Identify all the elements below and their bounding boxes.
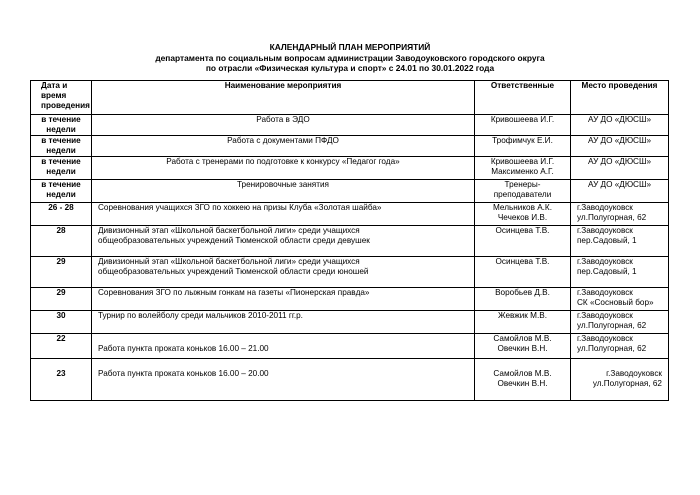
table-body: [31, 115, 669, 401]
responsible-cell-line: Чечеков И.В.: [497, 213, 548, 222]
responsible-cell-line: Максименко А.Г.: [491, 167, 554, 176]
event-cell-line: Тренировочные занятия: [236, 180, 329, 189]
responsible-cell: [475, 359, 571, 401]
responsible-cell: [475, 334, 571, 359]
place-cell: [571, 203, 669, 226]
place-cell: [571, 180, 669, 203]
place-cell-line: АУ ДО «ДЮСШ»: [587, 115, 651, 124]
responsible-cell-line: Осинцева Т.В.: [495, 226, 550, 235]
date-cell-line: в течение: [41, 157, 81, 166]
event-cell-line: общеобразовательных учреждений Тюменской области среди девушек: [98, 236, 370, 245]
event-cell: [92, 334, 475, 359]
responsible-cell-line: Мельников А.К.: [493, 203, 552, 212]
table-row: [31, 226, 669, 257]
date-cell: [31, 157, 92, 180]
responsible-cell-line: Тренеры-: [504, 180, 541, 189]
table-row: [31, 180, 669, 203]
responsible-cell: [475, 115, 571, 136]
event-cell-line: Соревнования ЗГО по лыжным гонкам на газеты «Пионерская правда»: [98, 288, 370, 297]
place-cell: [571, 115, 669, 136]
date-cell: [31, 359, 92, 401]
event-cell-line: Дивизионный этап «Школьной баскетбольной лиги» среди учащихся: [98, 257, 360, 266]
event-cell: [92, 311, 475, 334]
table-row: [31, 311, 669, 334]
place-cell: [571, 157, 669, 180]
date-cell: [31, 136, 92, 157]
place-cell-line: пер.Садовый, 1: [577, 236, 637, 245]
date-cell-line: недели: [46, 190, 76, 199]
date-cell: [31, 288, 92, 311]
date-cell-line: 28: [56, 226, 66, 235]
date-cell-line: недели: [46, 146, 76, 155]
responsible-cell-line: Осинцева Т.В.: [495, 257, 550, 266]
event-cell: [92, 115, 475, 136]
place-cell: [571, 136, 669, 157]
table-row: [31, 136, 669, 157]
responsible-cell: [475, 203, 571, 226]
event-cell: [92, 157, 475, 180]
event-cell-line: Работа с тренерами по подготовке к конкурсу «Педагог года»: [166, 157, 400, 166]
event-cell-line: Дивизионный этап «Школьной баскетбольной лиги» среди учащихся: [98, 226, 360, 235]
place-cell-line: АУ ДО «ДЮСШ»: [587, 157, 651, 166]
place-cell: [571, 257, 669, 288]
header-title: КАЛЕНДАРНЫЙ ПЛАН МЕРОПРИЯТИЙ: [269, 42, 431, 52]
column-header-responsible: Ответственные: [475, 81, 571, 115]
event-cell-line: Работа пункта проката коньков 16.00 – 20.00: [98, 369, 269, 378]
event-cell: [92, 136, 475, 157]
date-cell-line: недели: [46, 167, 76, 176]
event-cell-line: Соревнования учащихся ЗГО по хоккею на призы Клуба «Золотая шайба»: [98, 203, 382, 212]
event-cell-line: Турнир по волейболу среди мальчиков 2010-2011 гг.р.: [98, 311, 303, 320]
place-cell: [571, 311, 669, 334]
place-cell: [571, 226, 669, 257]
event-cell-line: Работа пункта проката коньков 16.00 – 21.00: [98, 344, 269, 353]
table-row: [31, 115, 669, 136]
table-row: [31, 157, 669, 180]
place-cell-line: г.Заводоуковск: [577, 334, 633, 343]
date-cell: [31, 226, 92, 257]
responsible-cell: [475, 180, 571, 203]
responsible-cell-line: Кривошеева И.Г.: [490, 115, 555, 124]
date-cell-line: недели: [46, 125, 76, 134]
date-cell-line: 23: [56, 369, 66, 378]
place-cell: [571, 359, 669, 401]
table-row: [31, 288, 669, 311]
date-cell: [31, 257, 92, 288]
responsible-cell-line: Овечкин В.Н.: [497, 379, 548, 388]
responsible-cell: [475, 288, 571, 311]
table-row: [31, 203, 669, 226]
date-cell: [31, 115, 92, 136]
place-cell-line: АУ ДО «ДЮСШ»: [587, 180, 651, 189]
responsible-cell: [475, 311, 571, 334]
date-cell: [31, 311, 92, 334]
event-cell: [92, 288, 475, 311]
responsible-cell-line: Овечкин В.Н.: [497, 344, 548, 353]
place-cell-line: г.Заводоуковск: [606, 369, 662, 378]
place-cell-line: ул.Полугорная, 62: [577, 321, 647, 330]
responsible-cell: [475, 136, 571, 157]
event-cell: [92, 359, 475, 401]
event-cell-line: Работа в ЭДО: [256, 115, 310, 124]
place-cell: [571, 288, 669, 311]
event-cell: [92, 180, 475, 203]
event-cell-line: Работа с документами ПФДО: [227, 136, 339, 145]
place-cell-line: г.Заводоуковск: [577, 257, 633, 266]
event-cell: [92, 226, 475, 257]
place-cell-line: АУ ДО «ДЮСШ»: [587, 136, 651, 145]
responsible-cell: [475, 157, 571, 180]
date-cell: [31, 334, 92, 359]
table-row: [31, 334, 669, 359]
responsible-cell-line: преподаватели: [493, 190, 552, 199]
responsible-cell-line: Жевжик М.В.: [497, 311, 547, 320]
column-header-date: Дата и время проведения: [31, 81, 92, 115]
date-cell-line: в течение: [41, 180, 81, 189]
event-cell: [92, 257, 475, 288]
header-period: по отрасли «Физическая культура и спорт» с 24.01 по 30.01.2022 года: [205, 63, 495, 73]
header-department: департамента по социальным вопросам администрации Заводоуковского городского округа: [155, 52, 545, 63]
table-row: [31, 257, 669, 288]
responsible-cell-line: Самойлов М.В.: [493, 369, 552, 378]
place-cell-line: СК «Сосновый бор»: [577, 298, 654, 307]
date-cell-line: 26 - 28: [48, 203, 74, 212]
place-cell-line: г.Заводоуковск: [577, 288, 633, 297]
responsible-cell-line: Самойлов М.В.: [493, 334, 552, 343]
place-cell-line: г.Заводоуковск: [577, 226, 633, 235]
responsible-cell: [475, 226, 571, 257]
column-header-place: Место проведения: [571, 81, 669, 115]
date-cell-line: 30: [56, 311, 66, 320]
place-cell-line: г.Заводоуковск: [577, 311, 633, 320]
place-cell-line: пер.Садовый, 1: [577, 267, 637, 276]
date-cell-line: 29: [56, 257, 66, 266]
responsible-cell-line: Воробьев Д.В.: [495, 288, 550, 297]
date-cell: [31, 203, 92, 226]
place-cell-line: ул.Полугорная, 62: [577, 213, 647, 222]
responsible-cell-line: Кривошеева И.Г.: [490, 157, 555, 166]
document-header: [0, 42, 700, 74]
event-cell: [92, 203, 475, 226]
place-cell: [571, 334, 669, 359]
date-cell-line: в течение: [41, 136, 81, 145]
date-cell: [31, 180, 92, 203]
column-header-event: Наименование мероприятия: [92, 81, 475, 115]
date-cell-line: 29: [56, 288, 66, 297]
table-header-row: [31, 81, 669, 115]
responsible-cell-line: Трофимчук Е.И.: [492, 136, 553, 145]
place-cell-line: ул.Полугорная, 62: [592, 379, 662, 388]
date-cell-line: в течение: [41, 115, 81, 124]
event-cell-line: общеобразовательных учреждений Тюменской области среди юношей: [98, 267, 369, 276]
events-table: [30, 80, 669, 401]
date-cell-line: 22: [56, 334, 66, 343]
place-cell-line: ул.Полугорная, 62: [577, 344, 647, 353]
table-row: [31, 359, 669, 401]
responsible-cell: [475, 257, 571, 288]
place-cell-line: г.Заводоуковск: [577, 203, 633, 212]
